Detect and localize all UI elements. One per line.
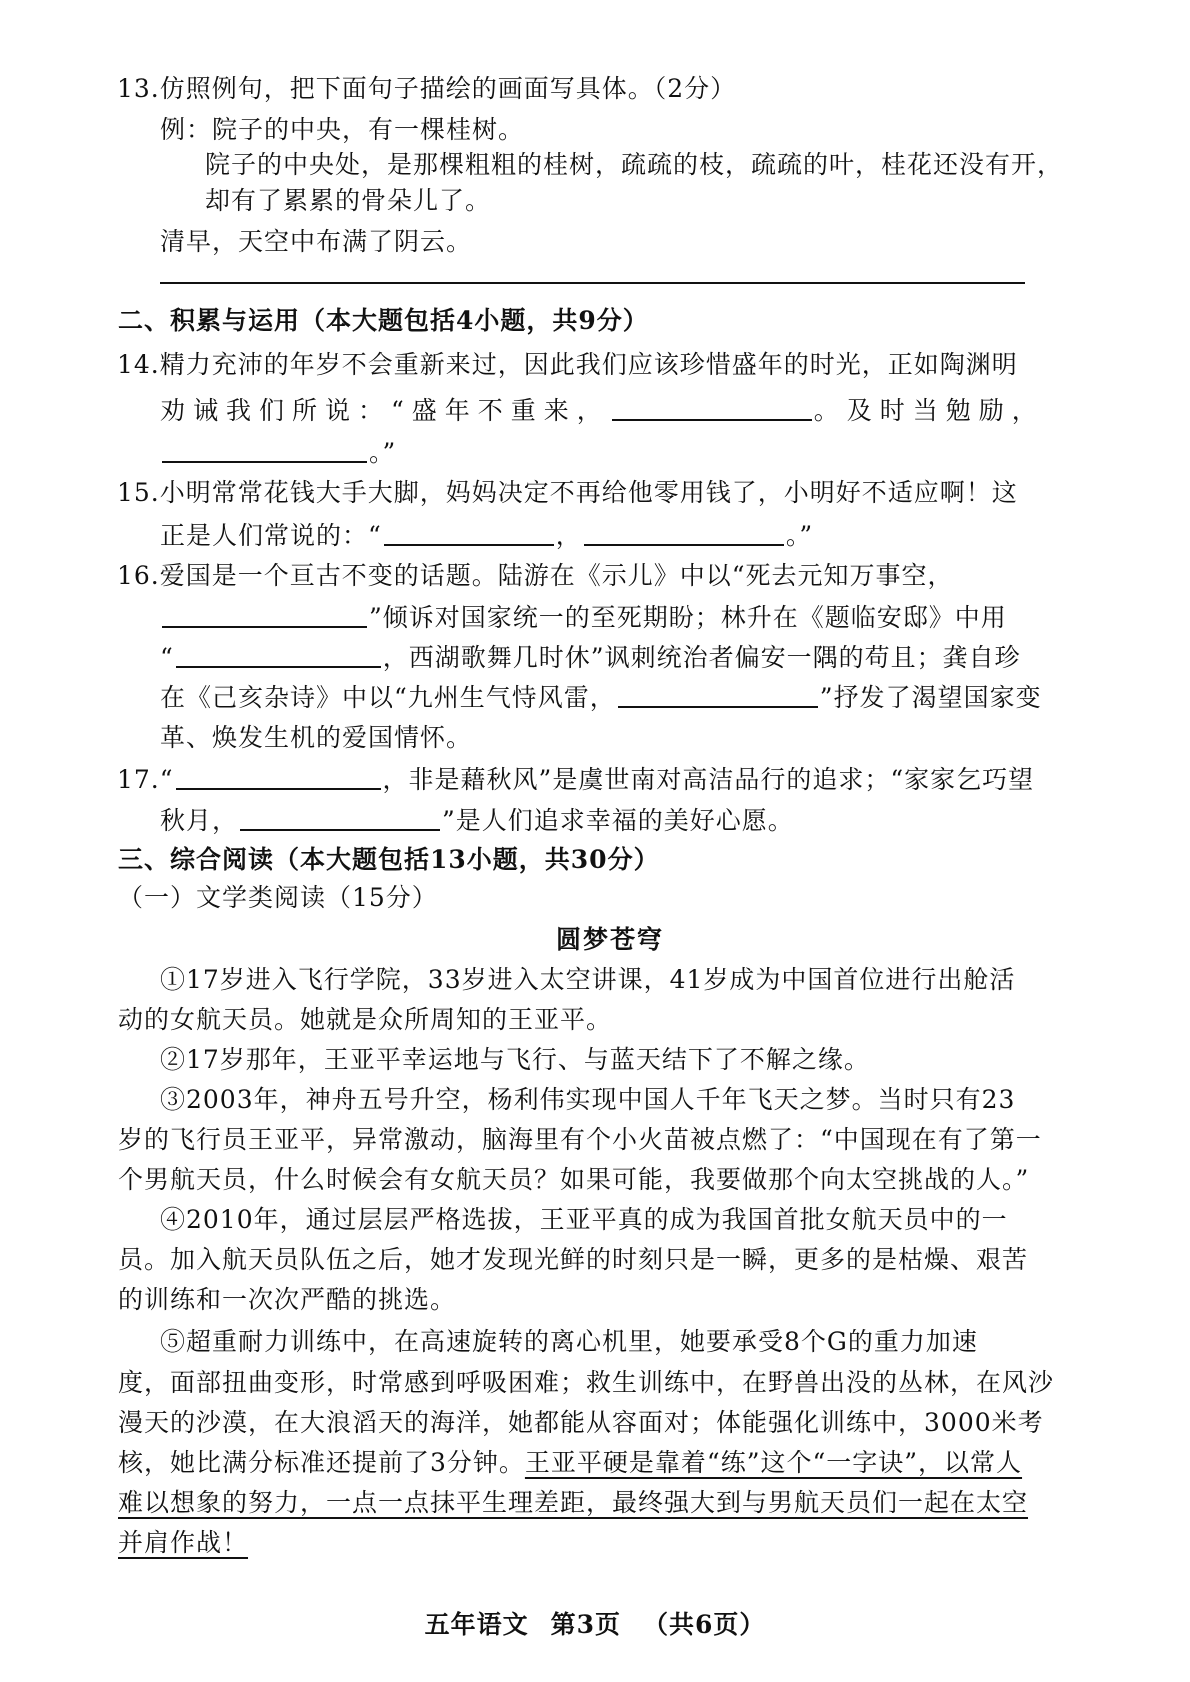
q13-answer-line[interactable] bbox=[160, 282, 1025, 284]
page-footer bbox=[0, 1610, 1190, 1640]
q17-text-a: 17.“ bbox=[117, 765, 174, 794]
article-p5-line4-plain: 核，她比满分标准还提前了3分钟。 bbox=[118, 1448, 525, 1477]
q13-stem: 13.仿照例句，把下面句子描绘的画面写具体。（2分） bbox=[117, 74, 737, 103]
q17-text-c: 秋月， bbox=[160, 806, 239, 835]
q16-line4 bbox=[0, 682, 1190, 713]
article-p1-line1: ①17岁进入飞行学院，33岁进入太空讲课，41岁成为中国首位进行出舱活 bbox=[160, 965, 1016, 994]
q13-prompt: 清早，天空中布满了阴云。 bbox=[160, 227, 473, 256]
q16-text-d: ，西湖歌舞几时休”讽刺统治者偏安一隅的苟且；龚自珍 bbox=[382, 643, 1021, 672]
q16-blank-1[interactable] bbox=[162, 602, 367, 628]
footer-subject: 五年语文 bbox=[424, 1610, 529, 1639]
q16-line2 bbox=[0, 602, 1190, 633]
article-p4-line3: 的训练和一次次严酷的挑选。 bbox=[118, 1285, 457, 1314]
q14-text-c: 。” bbox=[369, 438, 397, 467]
footer-total-pages: （共6页） bbox=[643, 1610, 766, 1639]
q17-blank-1[interactable] bbox=[176, 764, 381, 790]
footer-page-number: 第3页 bbox=[550, 1610, 621, 1639]
section3-sub-heading: （一）文学类阅读（15分） bbox=[118, 883, 438, 912]
q17-blank-2[interactable] bbox=[240, 805, 440, 831]
article-title: 圆梦苍穹 bbox=[555, 925, 664, 954]
q15-text-b: ， bbox=[555, 521, 582, 550]
q14-line2 bbox=[0, 395, 1190, 426]
q16-line1: 16.爱国是一个亘古不变的话题。陆游在《示儿》中以“死去元知万事空， bbox=[117, 561, 954, 590]
article-p4-line2: 员。加入航天员队伍之后，她才发现光鲜的时刻只是一瞬，更多的是枯燥、艰苦 bbox=[118, 1245, 1029, 1274]
q16-blank-2[interactable] bbox=[176, 642, 381, 668]
q16-line5: 革、焕发生机的爱国情怀。 bbox=[160, 723, 473, 752]
article-p4-line1: ④2010年，通过层层严格选拔，王亚平真的成为我国首批女航天员中的一 bbox=[160, 1205, 1008, 1234]
article-p2-line1: ②17岁那年，王亚平幸运地与飞行、与蓝天结下了不解之缘。 bbox=[160, 1045, 870, 1074]
article-p1-line2: 动的女航天员。她就是众所周知的王亚平。 bbox=[118, 1005, 613, 1034]
q15-blank-1[interactable] bbox=[384, 520, 554, 546]
q17-text-d: ”是人们追求幸福的美好心愿。 bbox=[442, 806, 794, 835]
q15-text-a: 正是人们常说的：“ bbox=[160, 521, 382, 550]
q14-text-a: 劝诫我们所说：“盛年不重来， bbox=[160, 396, 610, 425]
q15-line1: 15.小明常常花钱大手大脚，妈妈决定不再给他零用钱了，小明好不适应啊！这 bbox=[117, 478, 1018, 507]
article-underlined-sentence-middle: 难以想象的努力，一点一点抹平生理差距，最终强大到与男航天员们一起在太空 bbox=[118, 1488, 1029, 1517]
q16-blank-3[interactable] bbox=[618, 682, 818, 708]
q17-line1 bbox=[0, 764, 1190, 795]
q14-blank-1[interactable] bbox=[612, 395, 812, 421]
q17-text-b: ，非是藉秋风”是虞世南对高洁品行的追求；“家家乞巧望 bbox=[382, 765, 1035, 794]
q14-line3 bbox=[0, 437, 1190, 468]
q16-text-e: 在《己亥杂诗》中以“九州生气恃风雷， bbox=[160, 683, 616, 712]
q16-text-b: ”倾诉对国家统一的至死期盼；林升在《题临安邸》中用 bbox=[369, 603, 1007, 632]
article-p5-line5 bbox=[0, 1488, 1190, 1518]
article-p5-line6 bbox=[0, 1528, 1190, 1558]
section3-heading: 三、综合阅读（本大题包括13小题，共30分） bbox=[118, 845, 660, 874]
q14-text-b: 。及时当勉励， bbox=[813, 396, 1045, 425]
q15-text-c: 。” bbox=[785, 521, 814, 550]
q15-line2 bbox=[0, 520, 1190, 551]
q16-text-c: “ bbox=[160, 643, 174, 672]
article-p5-line4 bbox=[0, 1448, 1190, 1478]
q14-blank-2[interactable] bbox=[162, 437, 367, 463]
q17-line2 bbox=[0, 805, 1190, 836]
article-p3-line2: 岁的飞行员王亚平，异常激动，脑海里有个小火苗被点燃了：“中国现在有了第一 bbox=[118, 1125, 1042, 1154]
article-underlined-sentence-start: 王亚平硬是靠着“练”这个“一字诀”，以常人 bbox=[524, 1448, 1023, 1477]
q13-example-line2: 却有了累累的骨朵儿了。 bbox=[205, 186, 492, 215]
q13-example-label: 例：院子的中央，有一棵桂树。 bbox=[160, 115, 525, 144]
article-p3-line3: 个男航天员，什么时候会有女航天员？如果可能，我要做那个向太空挑战的人。” bbox=[118, 1165, 1030, 1194]
q16-text-f: ”抒发了渴望国家变 bbox=[819, 683, 1042, 712]
article-underlined-sentence-end: 并肩作战！ bbox=[118, 1528, 249, 1557]
q16-line3 bbox=[0, 642, 1190, 673]
q14-line1: 14.精力充沛的年岁不会重新来过，因此我们应该珍惜盛年的时光，正如陶渊明 bbox=[117, 350, 1018, 379]
article-p3-line1: ③2003年，神舟五号升空，杨利伟实现中国人千年飞天之梦。当时只有23 bbox=[160, 1085, 1016, 1114]
article-p5-line1: ⑤超重耐力训练中，在高速旋转的离心机里，她要承受8个G的重力加速 bbox=[160, 1327, 978, 1356]
q13-example-line1: 院子的中央处，是那棵粗粗的桂树，疏疏的枝，疏疏的叶，桂花还没有开， bbox=[205, 150, 1064, 179]
article-p5-line2: 度，面部扭曲变形，时常感到呼吸困难；救生训练中，在野兽出没的丛林，在风沙 bbox=[118, 1368, 1055, 1397]
q15-blank-2[interactable] bbox=[584, 520, 784, 546]
section2-heading: 二、积累与运用（本大题包括4小题，共9分） bbox=[118, 306, 649, 335]
article-p5-line3: 漫天的沙漠，在大浪滔天的海洋，她都能从容面对；体能强化训练中，3000米考 bbox=[118, 1408, 1044, 1437]
